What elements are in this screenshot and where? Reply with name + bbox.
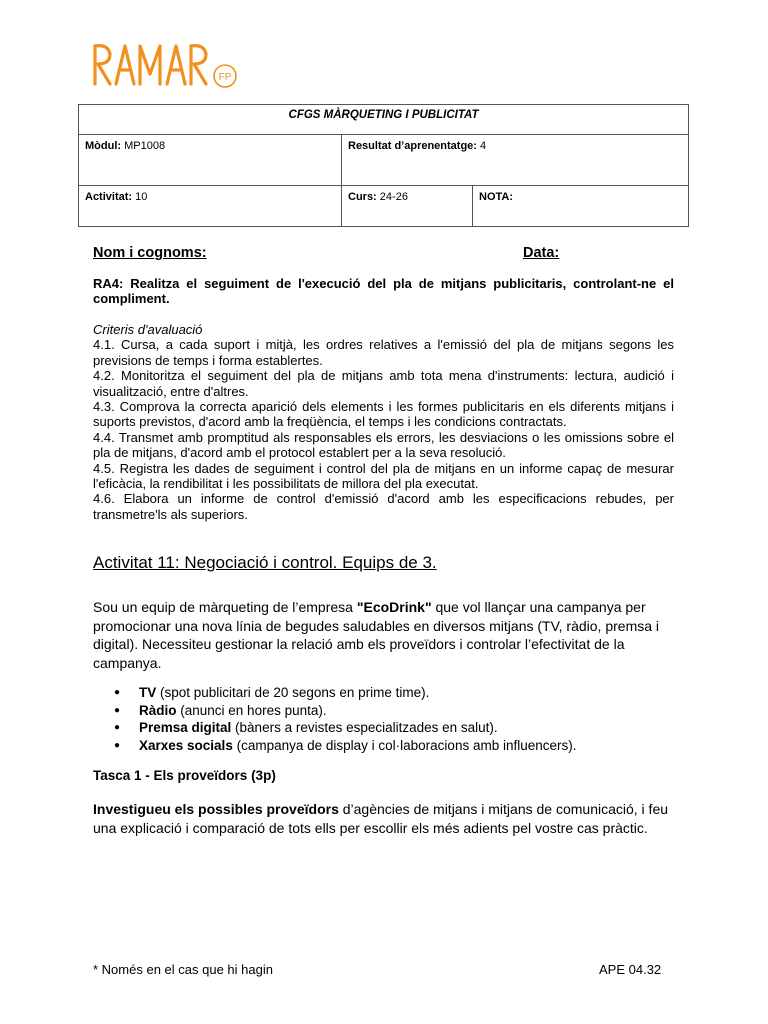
- resultat-cell: Resultat d’aprenentatge: 4: [342, 135, 689, 186]
- modul-cell: Mòdul: MP1008: [79, 135, 342, 186]
- activitat-value: 10: [135, 191, 148, 203]
- ramar-fp-logo: [92, 40, 242, 90]
- student-name-line: [93, 246, 674, 261]
- nom-label: Nom i cognoms:: [93, 245, 207, 261]
- media-list: [93, 684, 674, 754]
- criteria-item: 4.5. Registra les dades de seguiment i control del pla de mitjans en un informe capaç de mesurar l'eficàcia, la rendibilitat i les possibilitats de millora del pla executat.: [93, 460, 674, 492]
- resultat-value: 4: [480, 140, 487, 152]
- svg-text:FP: FP: [218, 72, 232, 83]
- course-title: CFGS MÀRQUETING I PUBLICITAT: [79, 105, 689, 135]
- criteria-item: 4.2. Monitoritza el seguiment del pla de mitjans amb tota mena d'instruments: lectura, audició i visualització, entre d'altres.: [93, 368, 674, 399]
- curs-cell: Curs: 24-26: [342, 186, 473, 227]
- task-1-title: Tasca 1 - Els proveïdors (3p): [93, 768, 276, 783]
- ra4-statement: RA4: Realitza el seguiment de l'execució del pla de mitjans publicitaris, controlant-ne el compliment.: [93, 276, 674, 307]
- data-label: Data:: [523, 245, 560, 261]
- list-item: ● Premsa digital (bàners a revistes especialitzades en salut).: [93, 719, 674, 737]
- brand-name: "EcoDrink": [356, 599, 432, 615]
- nota-cell: NOTA:: [473, 186, 689, 227]
- criteria-item: 4.6. Elabora un informe de control d'emissió d'acord amb les especificacions rebudes, per transmetre'ls als superiors.: [93, 491, 674, 522]
- activity-title: Activitat 11: Negociació i control. Equips de 3.: [93, 553, 437, 572]
- list-item: ● TV (spot publicitari de 20 segons en prime time).: [93, 684, 674, 702]
- criteria-title: Criteris d'avaluació: [93, 322, 203, 337]
- list-item: ● Xarxes socials (campanya de display i col·laboracions amb influencers).: [93, 737, 674, 755]
- criteria-section: [93, 322, 674, 522]
- curs-value: 24-26: [379, 191, 408, 203]
- activity-intro: Sou un equip de màrqueting de l’empresa "EcoDrink" que vol llançar una campanya per promocionar una nova línia de begudes saludables en diversos mitjans (TV, ràdio, premsa i digital). Necessiteu gestionar la relació amb els proveïdors i controlar l’efectivitat de la campanya.: [93, 599, 660, 671]
- activitat-cell: Activitat: 10: [79, 186, 342, 227]
- criteria-item: 4.1. Cursa, a cada suport i mitjà, les ordres relatives a l'emissió del pla de mitjans segons les previsions de temps i forma establertes.: [93, 337, 674, 368]
- footer-code: APE 04.32: [599, 962, 662, 977]
- footer-note: * Només en el cas que hi hagin: [93, 962, 273, 977]
- criteria-item: 4.3. Comprova la correcta aparició dels elements i les formes publicitaris en els diferents mitjans i suports previstos, d'acord amb la freqüència, el temps i les condicions contractats.: [93, 399, 674, 430]
- list-item: ● Ràdio (anunci en hores punta).: [93, 702, 674, 720]
- course-info-table: [78, 104, 689, 227]
- task-1-description: Investigueu els possibles proveïdors d’agències de mitjans i mitjans de comunicació, i feu una explicació i comparació de tots ells per escollir els més adients pel vostre cas pràctic.: [93, 801, 669, 836]
- modul-value: MP1008: [124, 140, 166, 152]
- criteria-item: 4.4. Transmet amb promptitud als responsables els errors, les desviacions o les omissions sobre el pla de mitjans, d'acord amb el protocol establert per a la seva resolució.: [93, 429, 674, 461]
